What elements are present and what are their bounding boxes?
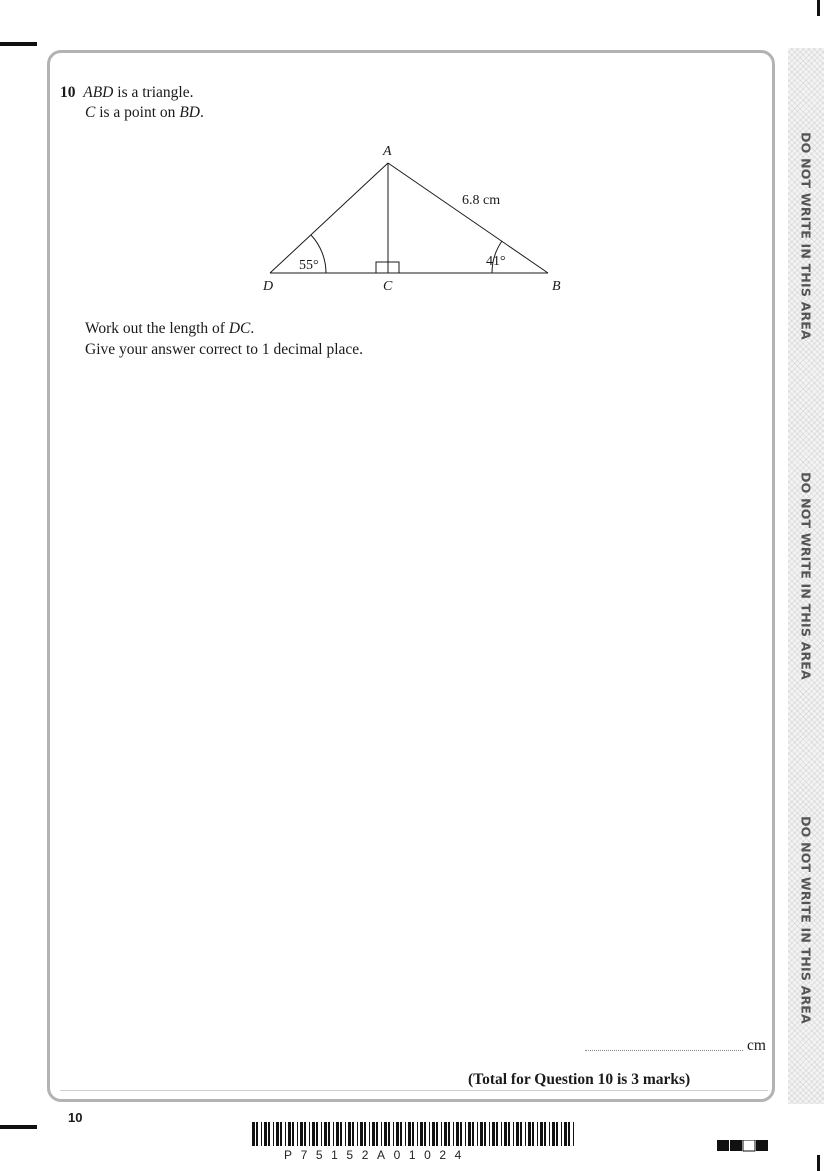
barcode-bar — [309, 1122, 310, 1146]
barcode-bar — [525, 1122, 526, 1146]
barcode-bar — [544, 1122, 546, 1146]
triangle-name: ABD — [83, 84, 114, 101]
barcode-bar — [328, 1122, 330, 1146]
barcode-bar — [324, 1122, 327, 1146]
barcode-bar — [453, 1122, 454, 1146]
task-segment: DC — [228, 320, 251, 337]
side-ab-label: 6.8 cm — [462, 193, 501, 208]
vertex-c-label: C — [383, 279, 393, 294]
barcode-bar — [393, 1122, 394, 1146]
task-line-1 — [85, 319, 254, 339]
barcode-bar — [340, 1122, 342, 1146]
barcode-bar — [424, 1122, 426, 1146]
barcode-bar — [285, 1122, 286, 1146]
barcode-bar — [520, 1122, 522, 1146]
task-line-2: Give your answer correct to 1 decimal place. — [85, 341, 364, 358]
marker-box-2 — [730, 1140, 742, 1151]
barcode-bar — [552, 1122, 555, 1146]
barcode-bar — [264, 1122, 267, 1146]
barcode-bar — [256, 1122, 258, 1146]
barcode-bar — [564, 1122, 567, 1146]
barcode-bar — [504, 1122, 507, 1146]
barcode-bar — [537, 1122, 538, 1146]
barcode-bar — [532, 1122, 534, 1146]
barcode-bar — [484, 1122, 486, 1146]
vertex-a-label: A — [383, 144, 392, 159]
question-text-2: is a point on — [95, 104, 180, 121]
vertex-b-label: B — [552, 279, 561, 294]
barcode-bar — [489, 1122, 490, 1146]
answer-unit: cm — [747, 1037, 766, 1054]
barcode-bar — [288, 1122, 291, 1146]
barcode-bar — [528, 1122, 531, 1146]
barcode-bar — [376, 1122, 378, 1146]
barcode-bar — [352, 1122, 354, 1146]
barcode-bar — [444, 1122, 447, 1146]
barcode-bar — [400, 1122, 402, 1146]
page-number: 10 — [68, 1110, 83, 1125]
barcode-bar — [508, 1122, 510, 1146]
question-total: (Total for Question 10 is 3 marks) — [468, 1071, 691, 1088]
barcode-bar — [540, 1122, 543, 1146]
question-number: 10 — [60, 84, 76, 101]
barcode-bar — [357, 1122, 358, 1146]
barcode-bar — [348, 1122, 351, 1146]
barcode-bar — [273, 1122, 274, 1146]
barcode-bar — [436, 1122, 438, 1146]
barcode-bar — [300, 1122, 303, 1146]
barcode-bar — [561, 1122, 562, 1146]
question-text-1: is a triangle. — [113, 84, 194, 101]
vertex-d-label: D — [263, 279, 274, 294]
barcode-bar — [396, 1122, 399, 1146]
question-line-1 — [60, 83, 193, 103]
barcode — [252, 1122, 578, 1148]
registration-mark-top-right — [817, 0, 820, 16]
barcode-bar — [304, 1122, 306, 1146]
point-name: C — [85, 104, 96, 121]
segment-name: BD — [179, 104, 200, 121]
barcode-bar — [408, 1122, 411, 1146]
barcode-bar — [261, 1122, 262, 1146]
barcode-bar — [381, 1122, 382, 1146]
barcode-bar — [360, 1122, 363, 1146]
barcode-bar — [372, 1122, 375, 1146]
barcode-bar — [336, 1122, 339, 1146]
barcode-bar — [268, 1122, 270, 1146]
barcode-bar — [468, 1122, 471, 1146]
angle-b-label: 41° — [486, 254, 506, 269]
question-text-2-end: . — [199, 104, 204, 121]
barcode-bar — [316, 1122, 318, 1146]
registration-mark-bottom-left — [0, 1125, 37, 1129]
barcode-bar — [412, 1122, 414, 1146]
barcode-bar — [496, 1122, 498, 1146]
barcode-bar — [252, 1122, 255, 1146]
barcode-bar — [501, 1122, 502, 1146]
margin-warning-middle: DO NOT WRITE IN THIS AREA — [798, 472, 814, 680]
barcode-bar — [516, 1122, 519, 1146]
barcode-bar — [417, 1122, 418, 1146]
barcode-bar — [276, 1122, 279, 1146]
marker-box-1 — [717, 1140, 729, 1151]
barcode-bar — [441, 1122, 442, 1146]
marker-box-3 — [743, 1140, 755, 1151]
barcode-bar — [321, 1122, 322, 1146]
barcode-bar — [480, 1122, 483, 1146]
barcode-bar — [513, 1122, 514, 1146]
barcode-bar — [280, 1122, 282, 1146]
barcode-bar — [573, 1122, 574, 1146]
frame-divider — [60, 1090, 768, 1091]
barcode-bar — [388, 1122, 390, 1146]
barcode-bar — [456, 1122, 459, 1146]
margin-warning-top: DO NOT WRITE IN THIS AREA — [798, 132, 814, 340]
margin-warning-bottom: DO NOT WRITE IN THIS AREA — [798, 816, 814, 1024]
barcode-bar — [405, 1122, 406, 1146]
barcode-bar — [568, 1122, 570, 1146]
barcode-bar — [292, 1122, 294, 1146]
barcode-bar — [477, 1122, 478, 1146]
page-marker-boxes — [717, 1140, 769, 1152]
barcode-bar — [384, 1122, 387, 1146]
barcode-bar — [369, 1122, 370, 1146]
barcode-bar — [345, 1122, 346, 1146]
side-ab — [388, 163, 548, 273]
barcode-bar — [432, 1122, 435, 1146]
side-da — [270, 163, 388, 273]
barcode-bar — [465, 1122, 466, 1146]
barcode-bar — [429, 1122, 430, 1146]
barcode-bar — [492, 1122, 495, 1146]
barcode-bar — [556, 1122, 558, 1146]
barcode-bar — [549, 1122, 550, 1146]
barcode-text: P75152A01024 — [284, 1148, 470, 1162]
barcode-bar — [364, 1122, 366, 1146]
barcode-bar — [333, 1122, 334, 1146]
barcode-bar — [448, 1122, 450, 1146]
marker-box-4 — [756, 1140, 768, 1151]
registration-mark-bottom-right — [817, 1155, 820, 1171]
answer-line[interactable] — [585, 1050, 743, 1051]
triangle-diagram — [250, 138, 570, 298]
barcode-bar — [460, 1122, 462, 1146]
task-text-1-end: . — [250, 320, 255, 337]
registration-mark-top-left — [0, 42, 37, 46]
question-line-2 — [85, 103, 204, 123]
barcode-bar — [472, 1122, 474, 1146]
task-text-1: Work out the length of — [85, 320, 229, 337]
angle-d-label: 55° — [299, 258, 319, 273]
barcode-bar — [312, 1122, 315, 1146]
barcode-bar — [420, 1122, 423, 1146]
barcode-bar — [297, 1122, 298, 1146]
